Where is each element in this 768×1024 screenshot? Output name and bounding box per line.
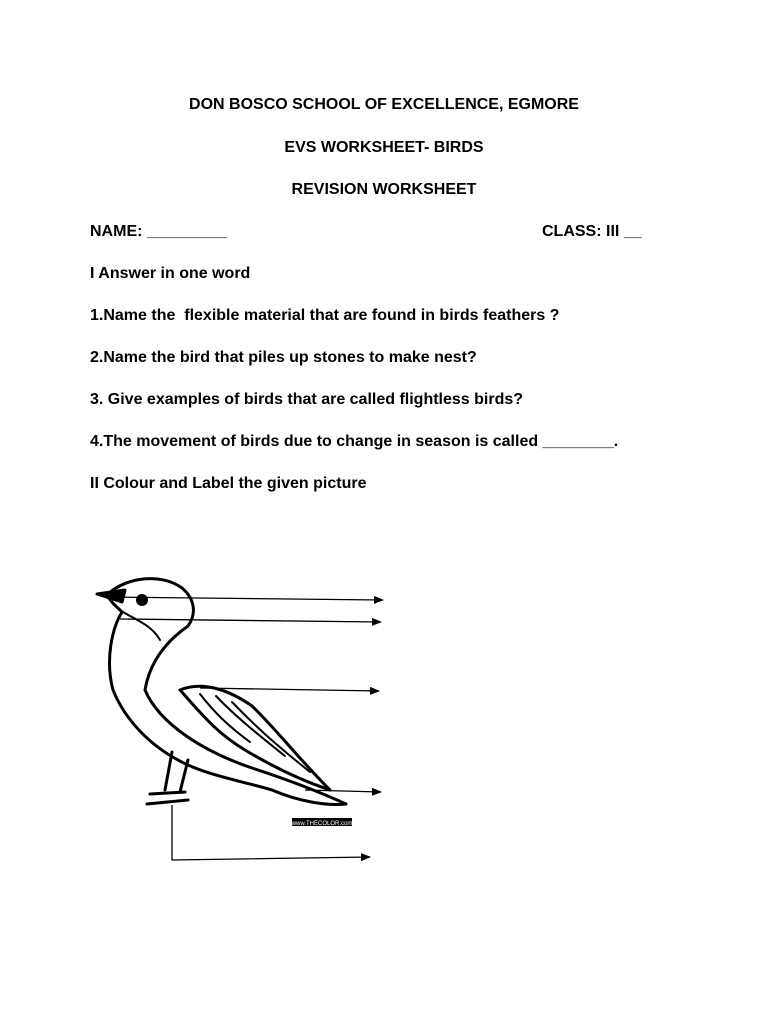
worksheet-type: REVISION WORKSHEET — [291, 181, 477, 198]
bird-outline — [97, 579, 346, 805]
question-4: 4.The movement of birds due to change in season is called ________. — [90, 433, 619, 450]
worksheet-subject: EVS WORKSHEET- BIRDS — [284, 139, 484, 156]
label-arrow-5 — [172, 805, 370, 860]
section-two-heading: II Colour and Label the given picture — [90, 475, 367, 492]
question-3: 3. Give examples of birds that are called flightless birds? — [90, 391, 524, 408]
bird-eye — [136, 594, 148, 606]
name-field-label: NAME: _________ — [90, 223, 227, 240]
class-field-label: CLASS: III __ — [542, 223, 642, 240]
bird-diagram — [0, 560, 768, 880]
question-1: 1.Name the flexible material that are found in birds feathers ? — [90, 307, 560, 324]
school-title: DON BOSCO SCHOOL OF EXCELLENCE, EGMORE — [189, 96, 579, 113]
question-2: 2.Name the bird that piles up stones to make nest? — [90, 349, 477, 366]
section-one-heading: I Answer in one word — [90, 265, 251, 282]
watermark-text: www.THECOLOR.com — [291, 821, 353, 827]
